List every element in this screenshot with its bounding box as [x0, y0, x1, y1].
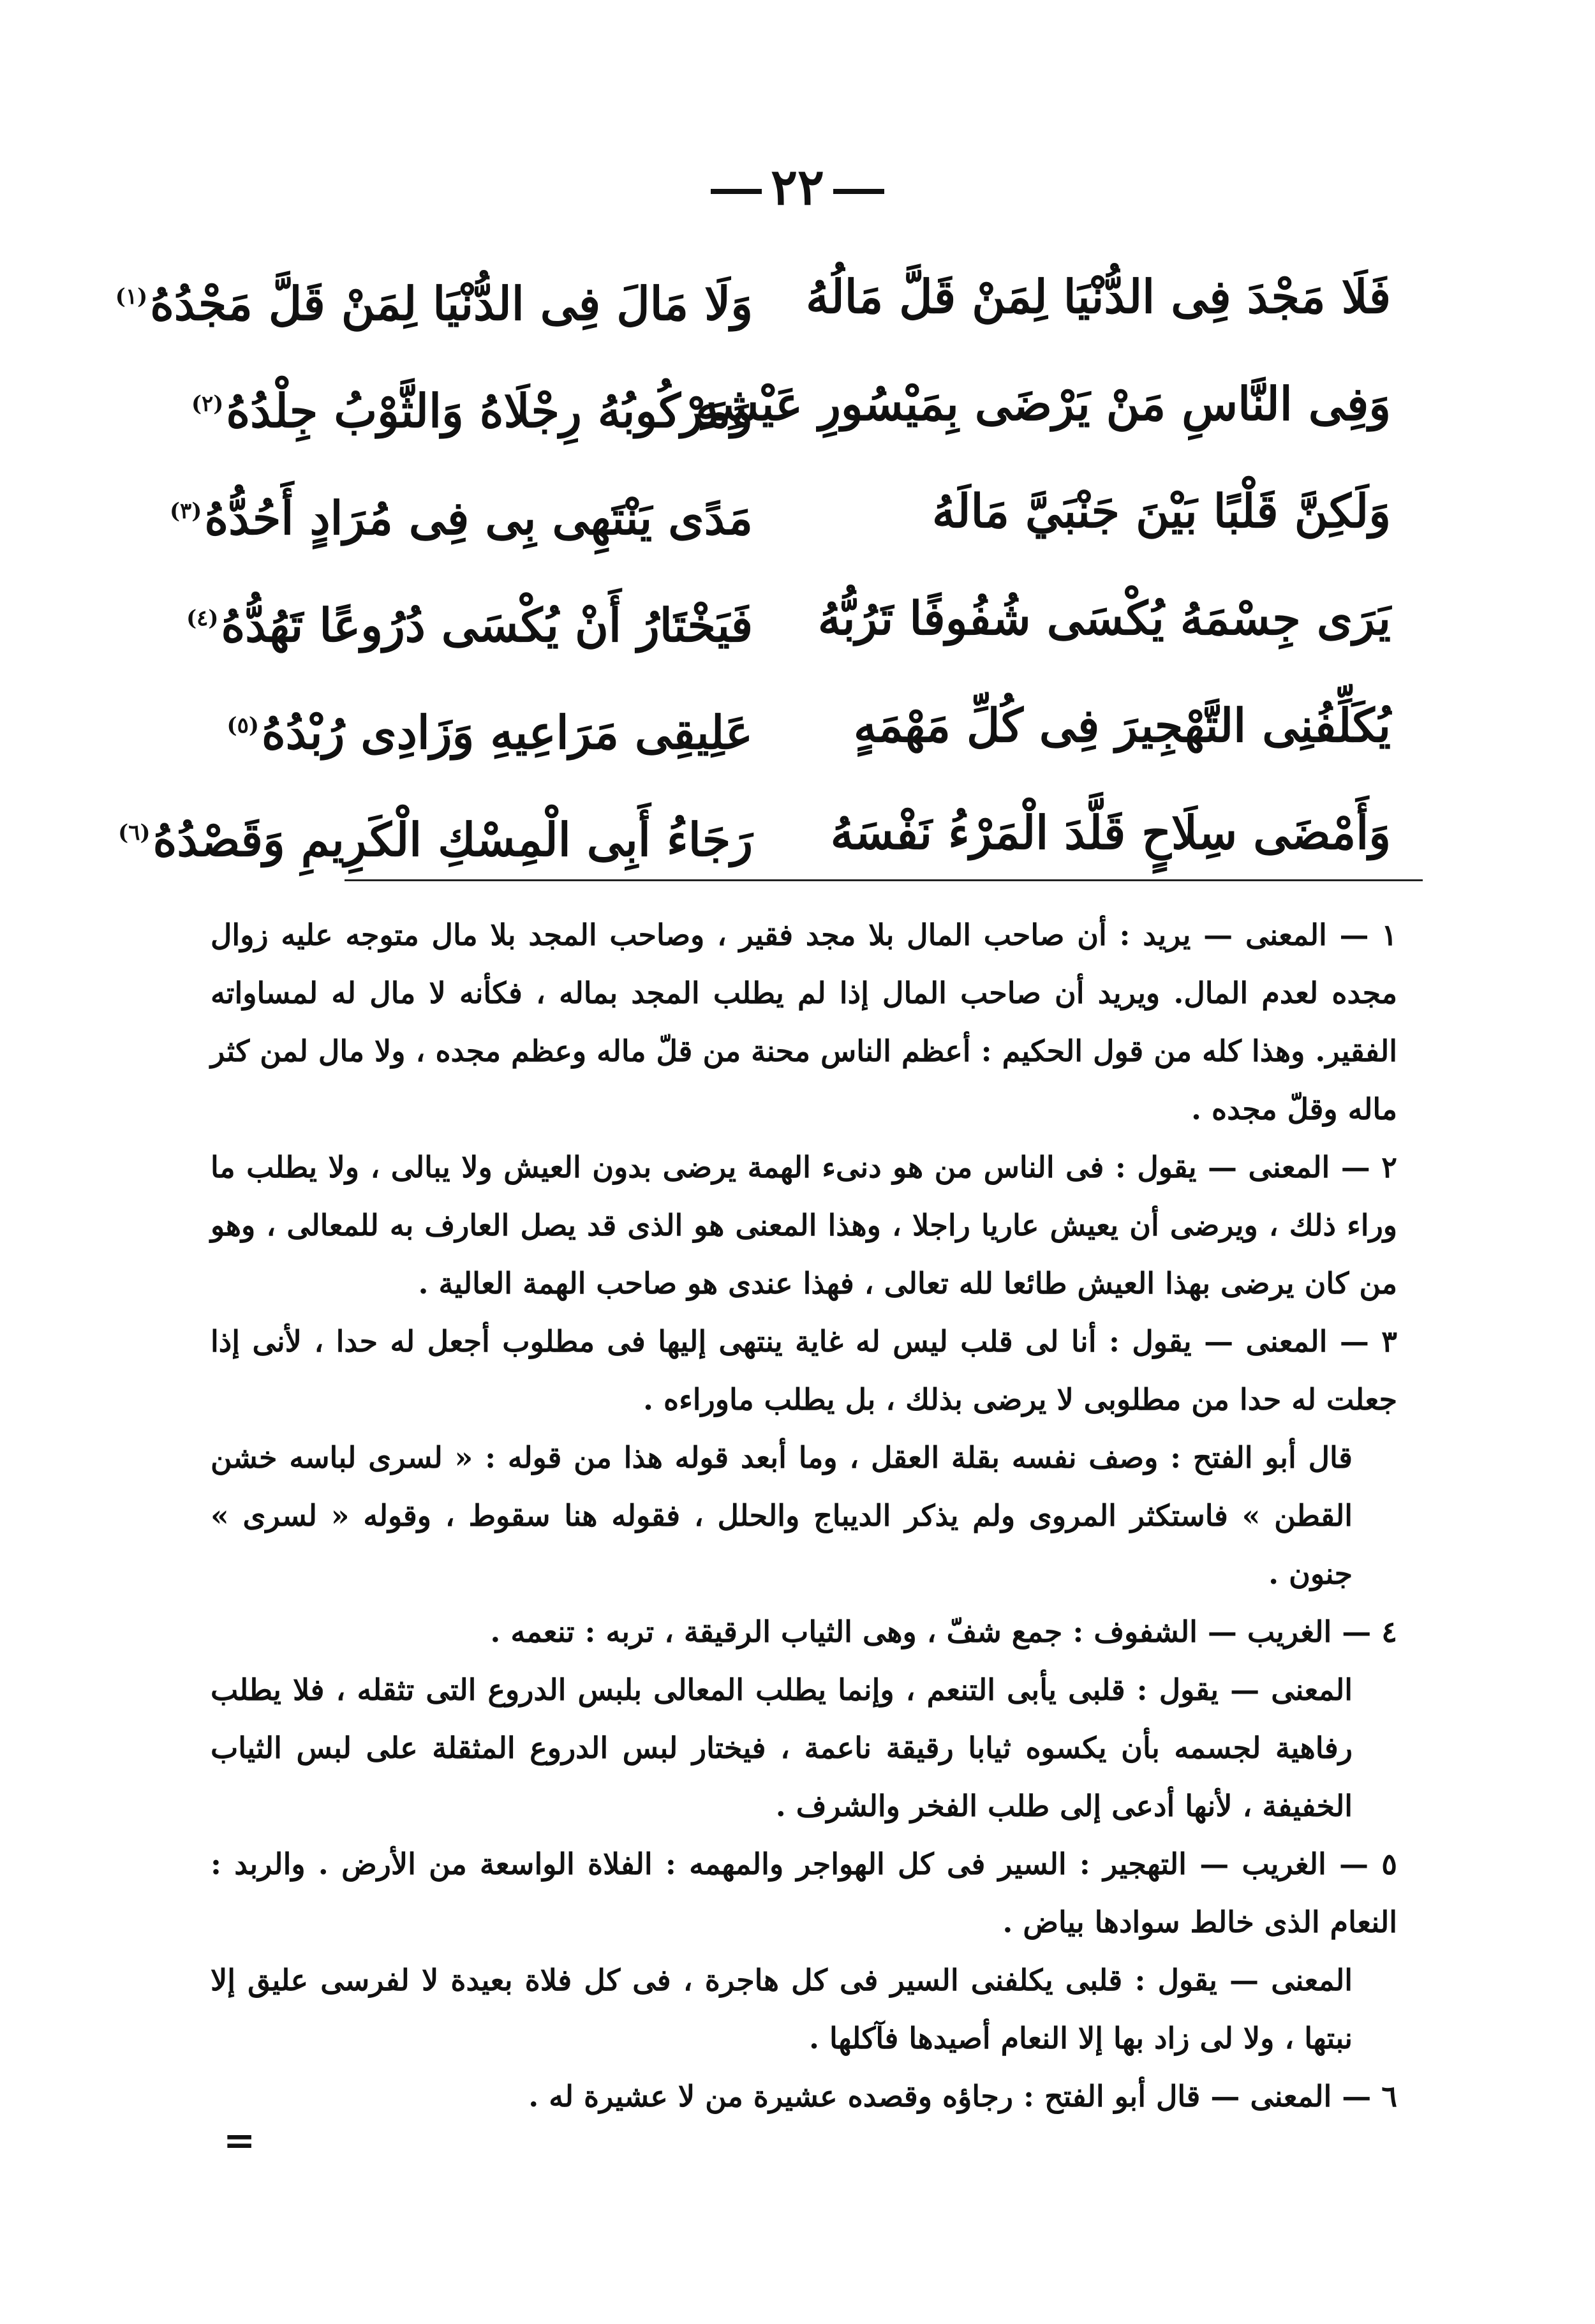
verse-first-hemistich: يُكَلِّفُنِى التَّهْجِيرَ فِى كُلِّ مَهْمَهٍ: [853, 698, 1391, 752]
verse-second-text: عَلِيقِى مَرَاعِيهِ وَزَادِى رُبْدُهُ: [261, 705, 753, 759]
footnote-ref: (٢): [191, 391, 224, 417]
footnote-ref: (٥): [226, 713, 259, 738]
verse-second-text: مَدًى يَنْتَهِى بِى فِى مُرَادٍ أَحُدُّهُ: [204, 491, 753, 545]
footnote-paragraph: ٥ — الغريب — التهجير : السير فى كل الهواجر والمهمه : الفلاة الواسعة من الأرض . والربد : النعام الذى خالط سوادها بياض .: [211, 1847, 1397, 1939]
verse-second-text: وَلَا مَالَ فِى الدُّنْيَا لِمَنْ قَلَّ مَجْدُهُ: [150, 276, 753, 331]
verse-row: [166, 362, 1391, 470]
dash-decoration: [711, 189, 762, 194]
footnote-paragraph: ١ — المعنى — يريد : أن صاحب المال بلا مجد فقير ، وصاحب المجد بلا مال متوجه عليه زوال مجده لعدم المال. ويريد أن صاحب المال إذا لم يطلب المجد بماله ، فكأنه لا مال له لمساواته الفقير. وهذا كله من قول الحكيم : أعظم الناس محنة من قلّ ماله وعظم مجده ، ولا مال لمن كثر ماله وقلّ مجده .: [211, 918, 1397, 1126]
verse-row: [166, 684, 1391, 791]
verse-first-hemistich: وَلَكِنَّ قَلْبًا بَيْنَ جَنْبَيَّ مَالَهُ: [931, 484, 1391, 538]
verse-first-hemistich: وَفِى النَّاسِ مَنْ يَرْضَى بِمَيْسُورِ عَيْشِهِ: [695, 376, 1391, 431]
footnote-paragraph: ٢ — المعنى — يقول : فى الناس من هو دنىء الهمة يرضى بدون العيش ولا يبالى ، ولا يطلب ما وراء ذلك ، ويرضى أن يعيش عاريا راجلا ، وهذا المعنى هو الذى قد يصل العارف به للمعالى ، وهو من كان يرضى بهذا العيش طائعا لله تعالى ، فهذا عندى هو صاحب الهمة العالية .: [211, 1150, 1397, 1300]
footnote-paragraph: ٤ — الغريب — الشفوف : جمع شفّ ، وهى الثياب الرقيقة ، تربه : تنعمه .: [490, 1614, 1397, 1649]
footnote-ref: (٤): [186, 606, 219, 631]
verse-second-text: رَجَاءُ أَبِى الْمِسْكِ الْكَرِيمِ وَقَصْدُهُ: [152, 812, 753, 867]
footnote-paragraph: المعنى — يقول : قلبى يأبى التنعم ، وإنما يطلب المعالى بلبس الدروع التى تثقله ، فلا يطلب رفاهية لجسمه بأن يكسوه ثيابا رقيقة ناعمة ، فيختار لبس الدروع المثقلة على لبس الثياب الخفيفة ، لأنها أدعى إلى طلب الفخر والشرف .: [211, 1672, 1353, 1823]
verse-second-text: وَمَرْكُوبُهُ رِجْلَاهُ وَالثَّوْبُ جِلْدُهُ: [226, 384, 753, 438]
verse-second-hemistich: [191, 362, 753, 452]
verse-row: [166, 470, 1391, 577]
footnotes: [211, 906, 1397, 2126]
footnote-paragraph: المعنى — يقول : قلبى يكلفنى السير فى كل هاجرة ، فى كل فلاة بعيدة لا لفرسى عليق إلا نبتها ، ولا لى زاد بها إلا النعام أصيدها فآكلها .: [211, 1963, 1353, 2055]
dash-decoration: [833, 189, 884, 194]
verse-first-hemistich: وَأَمْضَى سِلَاحٍ قَلَّدَ الْمَرْءُ نَفْسَهُ: [830, 805, 1391, 860]
footnote-ref: (٦): [118, 820, 151, 845]
verse-row: [115, 255, 1391, 362]
poem-verses: [115, 255, 1391, 898]
page-number-text: ٢٢: [771, 158, 824, 216]
page-number: [0, 158, 1595, 216]
footnote-paragraph: ٣ — المعنى — يقول : أنا لى قلب ليس له غاية ينتهى إليها فى مطلوب أجعل له حدا ، لأنى إذا جعلت له حدا من مطلوبى لا يرضى بذلك ، بل يطلب ماوراءه .: [211, 1324, 1397, 1417]
footnote-ref: (١): [115, 284, 148, 309]
verse-row: [166, 577, 1391, 684]
end-mark: =: [223, 2119, 256, 2163]
footnote-paragraph: ٦ — المعنى — قال أبو الفتح : رجاؤه وقصده عشيرة من لا عشيرة له .: [528, 2079, 1397, 2113]
verse-second-hemistich: [186, 577, 753, 667]
footnote-paragraph: قال أبو الفتح : وصف نفسه بقلة العقل ، وما أبعد قوله هذا من قوله : « لسرى لباسه خشن القطن » فاستكثر المروى ولم يذكر الديباج والحلل ، فقوله هنا سقوط ، وقوله « لسرى » جنون .: [211, 1440, 1353, 1591]
verse-row: [118, 791, 1391, 898]
footnote-ref: (٣): [169, 498, 202, 524]
verse-second-hemistich: [226, 684, 753, 774]
verse-second-hemistich: [115, 255, 753, 345]
verse-second-text: فَيَخْتَارُ أَنْ يُكْسَى دُرُوعًا تَهُدُّهُ: [221, 598, 753, 652]
verse-first-hemistich: فَلَا مَجْدَ فِى الدُّنْيَا لِمَنْ قَلَّ مَالُهُ: [806, 269, 1391, 324]
footnote-divider: [345, 879, 1423, 881]
verse-second-hemistich: [118, 791, 753, 881]
verse-first-hemistich: يَرَى جِسْمَهُ يُكْسَى شُفُوفًا تَرُبُّهُ: [817, 591, 1391, 645]
verse-second-hemistich: [169, 470, 753, 560]
